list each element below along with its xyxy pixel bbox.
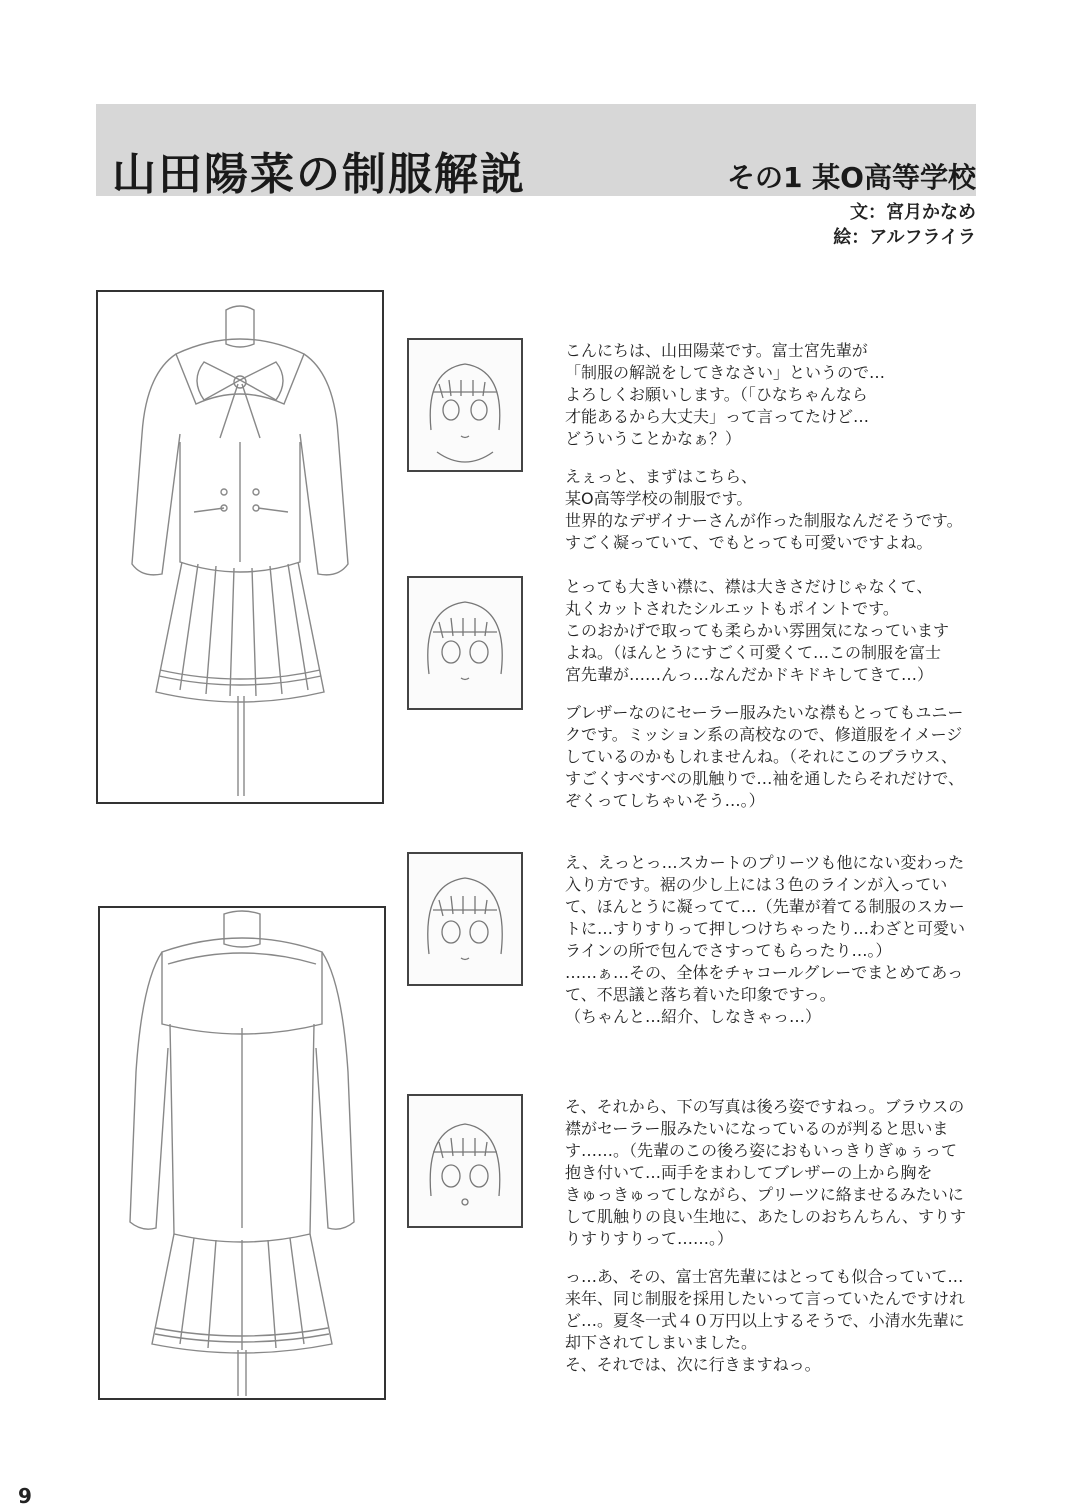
- credit-artist: 絵：アルフライラ: [833, 227, 976, 248]
- text-section-1: [565, 340, 985, 570]
- hina-portrait-2: [407, 576, 523, 710]
- page-title: 山田陽菜の制服解説: [112, 149, 526, 200]
- uniform-front-illustration: [96, 290, 384, 804]
- credit-writer: 文：宮月かなめ: [850, 202, 976, 223]
- paragraph: そ、それから、下の写真は後ろ姿ですねっ。ブラウスの 襟がセーラー服みたいになっているのが判ると思いま す……。（先輩のこの後ろ姿におもいっきりぎゅぅって 抱き付いて…両手をまわしてブレザーの上から胸を きゅっきゅってしながら、プリーツに絡ませるみたいに して肌触りの良い生地に、あたしのおちんちん、すりす りすりすりって……。）: [565, 1097, 966, 1248]
- uniform-back-sketch: [100, 908, 384, 1398]
- hina-face-sketch: [409, 854, 521, 984]
- hina-portrait-4: [407, 1094, 523, 1228]
- hina-portrait-1: [407, 338, 523, 472]
- uniform-back-illustration: [98, 906, 386, 1400]
- paragraph: えぇっと、まずはこちら、 某O高等学校の制服です。 世界的なデザイナーさんが作った制服なんだそうです。 すごく凝っていて、でもとっても可愛いですよね。: [565, 467, 963, 552]
- paragraph: とっても大きい襟に、襟は大きさだけじゃなくて、 丸くカットされたシルエットもポイントです。 このおかげで取っても柔らかい雰囲気になっています よね。（ほんとうにすごく可愛くて…この制服を富士 宮先輩が……んっ…なんだかドキドキしてきて…）: [565, 577, 950, 684]
- paragraph: こんにちは、山田陽菜です。富士宮先輩が 「制服の解説をしてきなさい」というので… よろしくお願いします。（「ひなちゃんなら 才能あるから大丈夫」って言ってたけど… どういうことかなぁ？）: [565, 341, 886, 448]
- uniform-front-sketch: [98, 292, 382, 802]
- page-subtitle: その1 某O高等学校: [726, 161, 976, 194]
- text-section-3: [565, 852, 985, 1044]
- text-section-2: [565, 576, 985, 828]
- credits: [833, 200, 976, 250]
- paragraph: っ…あ、その、富士宮先輩にはとっても似合っていて… 来年、同じ制服を採用したいって言っていたんですけれ ど…。夏冬一式４０万円以上するそうで、小清水先輩に 却下されてしまいました。 そ、それでは、次に行きますねっ。: [565, 1267, 966, 1374]
- hina-face-sketch: [409, 578, 521, 708]
- hina-face-sketch: [409, 340, 521, 470]
- hina-face-sketch: [409, 1096, 521, 1226]
- page-number: 9: [18, 1484, 32, 1508]
- paragraph: え、えっとっ…スカートのプリーツも他にない変わった 入り方です。裾の少し上には３色のラインが入ってい て、ほんとうに凝ってて…（先輩が着てる制服のスカー トに…すりすりって押しつけちゃったり…わざと可愛い ラインの所で包んでさすってもらったり…。） ……ぁ…その、全体をチャコールグレーでまとめてあっ て、不思議と落ち着いた印象ですっ。 （ちゃんと…紹介、しなきゃっ…）: [565, 853, 966, 1026]
- hina-portrait-3: [407, 852, 523, 986]
- paragraph: ブレザーなのにセーラー服みたいな襟もとってもユニー クです。ミッション系の高校なので、修道服をイメージ しているのかもしれませんね。（それにこのブラウス、 すごくすべすべの肌触りで…袖を通したらそれだけで、 ぞくってしちゃいそう…。）: [565, 703, 965, 810]
- text-section-4: [565, 1096, 985, 1392]
